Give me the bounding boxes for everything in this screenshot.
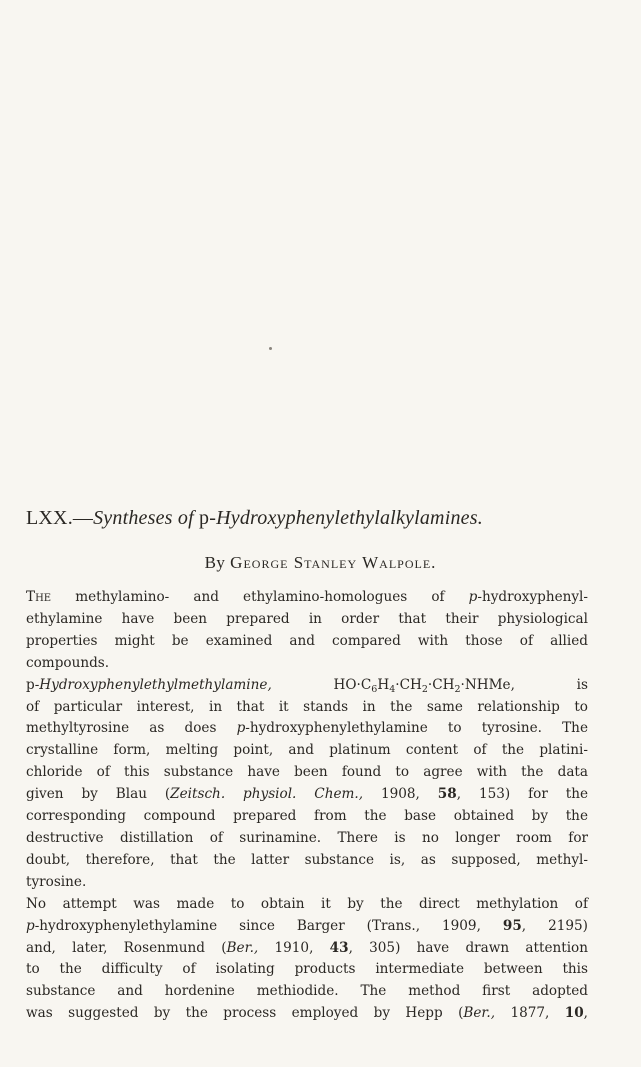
text-run: methyltyrosine as does — [26, 720, 237, 737]
article-number: LXX. — [26, 507, 73, 529]
text-run: methylamino- and ethylamino-homologues of — [51, 589, 469, 605]
subscript: 6 — [371, 683, 378, 695]
p2-line-2: of particular interest, in that it stands in the same relationship to — [26, 698, 588, 715]
text-run: was suggested by the process employed by Hepp ( — [26, 1005, 464, 1022]
text-run: 1910, — [258, 939, 330, 956]
title-dash: — — [72, 507, 94, 529]
p2-line-6 — [26, 784, 588, 806]
p3-line-5: substance and hordenine methiodide. The method first adopted — [26, 983, 588, 1000]
p1-line-4: compounds. — [26, 654, 110, 671]
p2-line-3 — [26, 718, 588, 740]
speck-mark — [269, 347, 272, 350]
byline-by: By — [204, 553, 231, 572]
text-run: -hydroxyphenylethylamine to tyrosine. The — [245, 720, 588, 737]
p1-line-3: properties might be examined and compared with those of allied — [26, 632, 588, 649]
article-title — [26, 507, 626, 530]
p2-line-7: corresponding compound prepared from the base obtained by the — [26, 808, 588, 825]
lead-word: The — [26, 589, 52, 605]
p2-line-9: doubt, therefore, that the latter substance is, as supposed, methyl- — [26, 851, 588, 868]
title-prefix: p- — [193, 507, 217, 529]
formula: ·NHMe, is — [460, 676, 588, 693]
volume-number: 95 — [502, 917, 522, 934]
text-run: -hydroxyphenylethylamine since Barger (Trans., 1909, — [34, 917, 503, 934]
p2-line-8: destructive distillation of surinamine. There is no longer room for — [26, 829, 588, 846]
volume-number: 10 — [564, 1005, 584, 1022]
italic-p: p — [236, 720, 246, 737]
journal-name: Ber., — [463, 1005, 496, 1022]
text-run: , 305) have drawn attention — [348, 939, 588, 956]
subscript: 2 — [454, 683, 461, 695]
volume-number: 43 — [329, 939, 349, 956]
article-body — [26, 587, 588, 1025]
title-part-2: Hydroxyphenylethylalkylamines. — [216, 507, 483, 529]
p1-line-1 — [26, 587, 588, 609]
p3-line-3 — [26, 938, 588, 960]
formula: HO·C — [271, 676, 372, 693]
subscript: 4 — [389, 683, 396, 695]
formula: ·CH — [427, 676, 455, 693]
volume-number: 58 — [437, 786, 457, 803]
p2-line-10: tyrosine. — [26, 873, 87, 890]
text-run: 1877, — [495, 1005, 565, 1022]
formula: ·CH — [395, 676, 422, 693]
subscript: 2 — [421, 683, 428, 695]
p3-line-4: to the difficulty of isolating products intermediate between this — [26, 961, 588, 978]
text-run: -hydroxyphenyl- — [477, 589, 588, 605]
formula: H — [377, 676, 390, 693]
italic-p: p — [26, 917, 35, 934]
p2-line-4: crystalline form, melting point, and platinum content of the platini- — [26, 742, 588, 759]
author-byline — [0, 553, 641, 573]
text-run: 1908, — [363, 786, 438, 803]
p2-line-5: chloride of this substance have been found to agree with the data — [26, 764, 588, 781]
journal-name: Ber., — [226, 939, 259, 956]
p3-line-6 — [26, 1003, 588, 1025]
text-run: given by Blau ( — [26, 786, 171, 803]
p2-line-1 — [26, 675, 588, 697]
text-run: and, later, Rosenmund ( — [26, 939, 227, 956]
p3-line-1: No attempt was made to obtain it by the direct methylation of — [26, 895, 588, 912]
text-run: p- — [26, 676, 40, 693]
author-name: George Stanley Walpole. — [230, 553, 437, 572]
text-run: , 2195) — [521, 917, 588, 934]
italic-p: p — [468, 589, 478, 605]
text-run: , — [583, 1005, 588, 1022]
p1-line-2: ethylamine have been prepared in order that their physiological — [26, 610, 588, 627]
p3-line-2 — [26, 916, 588, 938]
compound-name: Hydroxyphenylethylmethylamine, — [39, 676, 272, 693]
journal-name: Zeitsch. physiol. Chem., — [170, 786, 364, 803]
title-part-1: Syntheses of — [93, 507, 194, 529]
text-run: , 153) for the — [456, 786, 589, 803]
